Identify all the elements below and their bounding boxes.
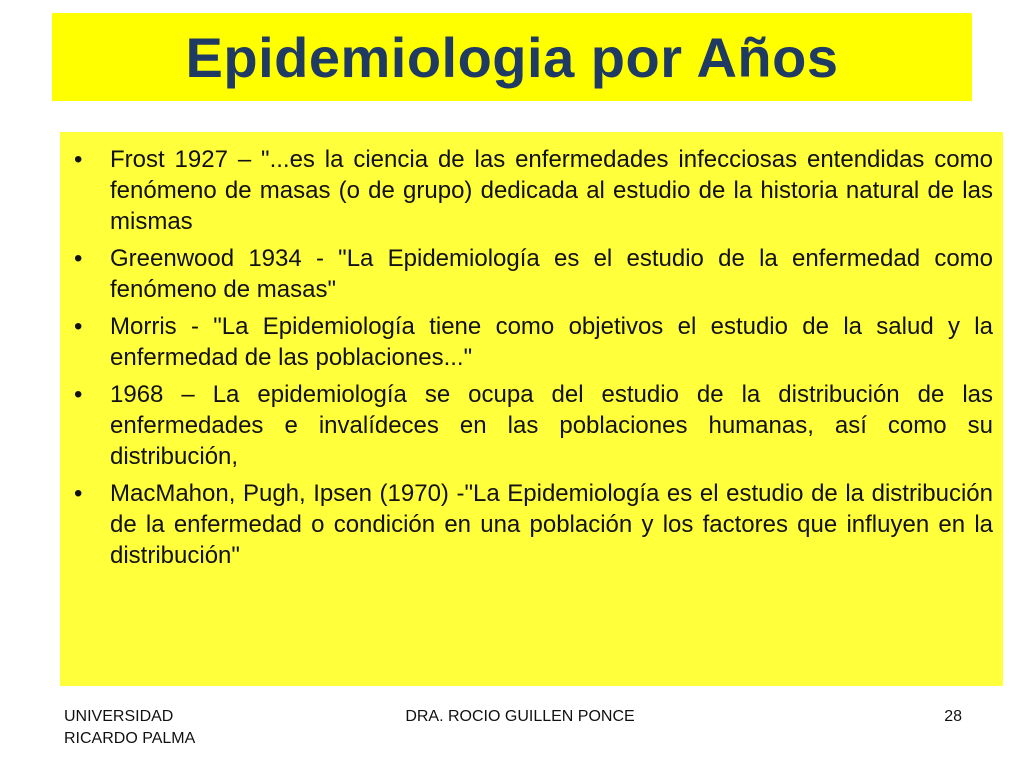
footer-author: DRA. ROCIO GUILLEN PONCE <box>405 708 635 725</box>
slide-title: Epidemiologia por Años <box>185 25 839 89</box>
bullet-text: 1968 – La epidemiología se ocupa del estudio de la distribución de las enfermedades e invalídeces en las poblaciones humanas, así como su distribución, <box>110 381 993 470</box>
bullet-text: Morris - "La Epidemiología tiene como objetivos el estudio de la salud y la enfermedad de las poblaciones..." <box>110 313 993 371</box>
bullet-icon: • <box>74 381 83 408</box>
bullet-icon: • <box>74 146 83 173</box>
bullet-item-morris <box>74 311 993 373</box>
bullet-icon: • <box>74 313 83 340</box>
bullet-icon: • <box>74 480 83 507</box>
bullet-text: Greenwood 1934 - "La Epidemiología es el estudio de la enfermedad como fenómeno de masas" <box>110 245 993 303</box>
bullet-item-frost <box>74 144 993 237</box>
footer-page-number: 28 <box>944 708 962 725</box>
bullet-text: MacMahon, Pugh, Ipsen (1970) -"La Epidemiología es el estudio de la distribución de la enfermedad o condición en una población y los factores que influyen en la distribución" <box>110 480 993 569</box>
bullet-list <box>74 144 993 571</box>
bullet-item-greenwood <box>74 243 993 305</box>
bullet-item-macmahon <box>74 478 993 571</box>
bullet-text: Frost 1927 – "...es la ciencia de las enfermedades infecciosas entendidas como fenómeno de masas (o de grupo) dedicada al estudio de la historia natural de las mismas <box>110 146 993 235</box>
bullet-icon: • <box>74 245 83 272</box>
title-banner <box>52 13 972 101</box>
content-panel <box>60 132 1003 686</box>
footer-university-line1: UNIVERSIDAD <box>64 708 174 725</box>
bullet-item-1968 <box>74 379 993 472</box>
footer-university <box>64 706 264 750</box>
footer-university-line2: RICARDO PALMA <box>64 730 196 747</box>
